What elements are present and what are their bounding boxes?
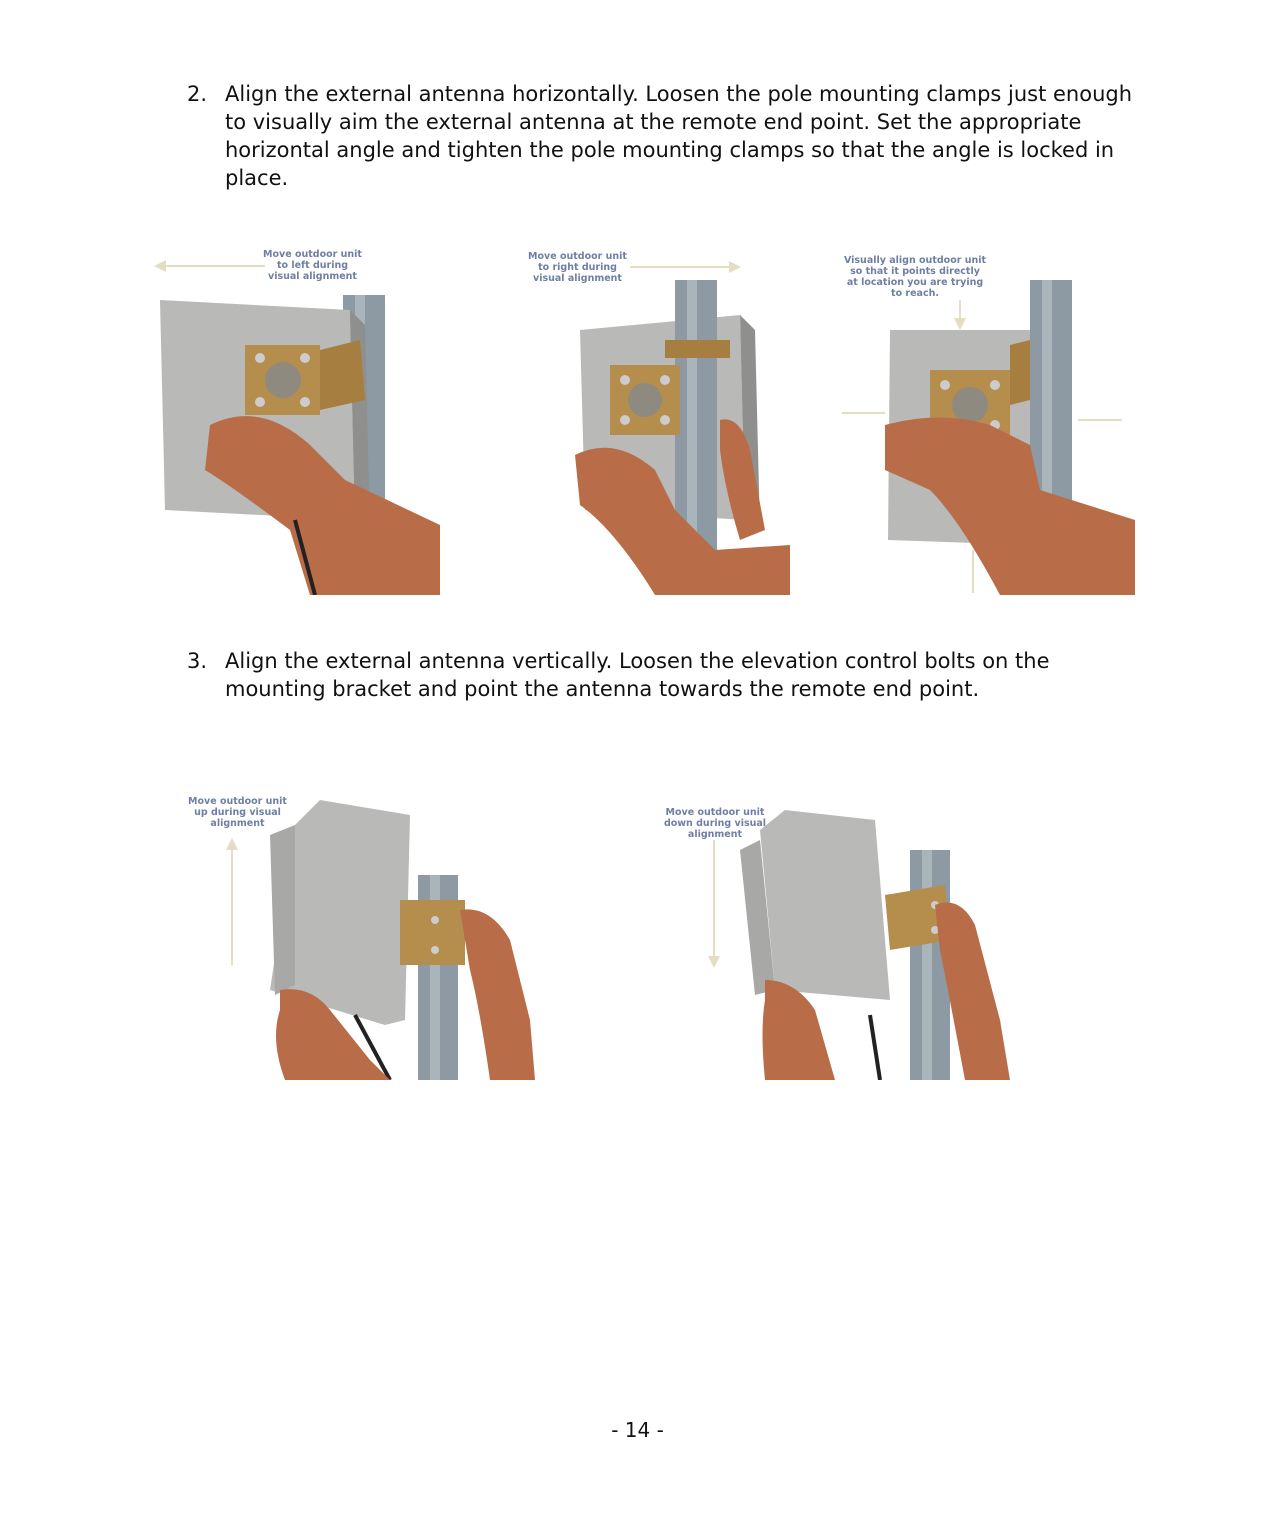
caption-move-up: Move outdoor unit up during visual alignment [188,796,287,829]
caption-move-left: Move outdoor unit to left during visual alignment [263,249,362,282]
step-2-number: 2. [187,82,208,106]
caption-visual-align: Visually align outdoor unit so that it points directly at location you are trying to reach. [843,255,987,299]
photo-move-left [150,240,440,595]
step-2-text: Align the external antenna horizontally. Loosen the pole mounting clamps just enough to visually aim the external antenna at the remote end point. Set the appropriate horizontal angle and tighten the pole mounting clamps so that the angle is locked in place. [225,82,1133,190]
caption-move-right: Move outdoor unit to right during visual alignment [528,251,627,284]
step-3-text: Align the external antenna vertically. Loosen the elevation control bolts on the mounting bracket and point the antenna towards the remote end point. [225,649,1050,701]
caption-move-down: Move outdoor unit down during visual alignment [663,807,767,840]
step-3-number: 3. [187,649,208,673]
photo-visual-align [840,250,1135,595]
photo-move-right [525,240,790,595]
photo-move-up [190,790,535,1080]
photo-move-down [665,800,1050,1080]
page-number: - 14 - [611,1418,664,1442]
